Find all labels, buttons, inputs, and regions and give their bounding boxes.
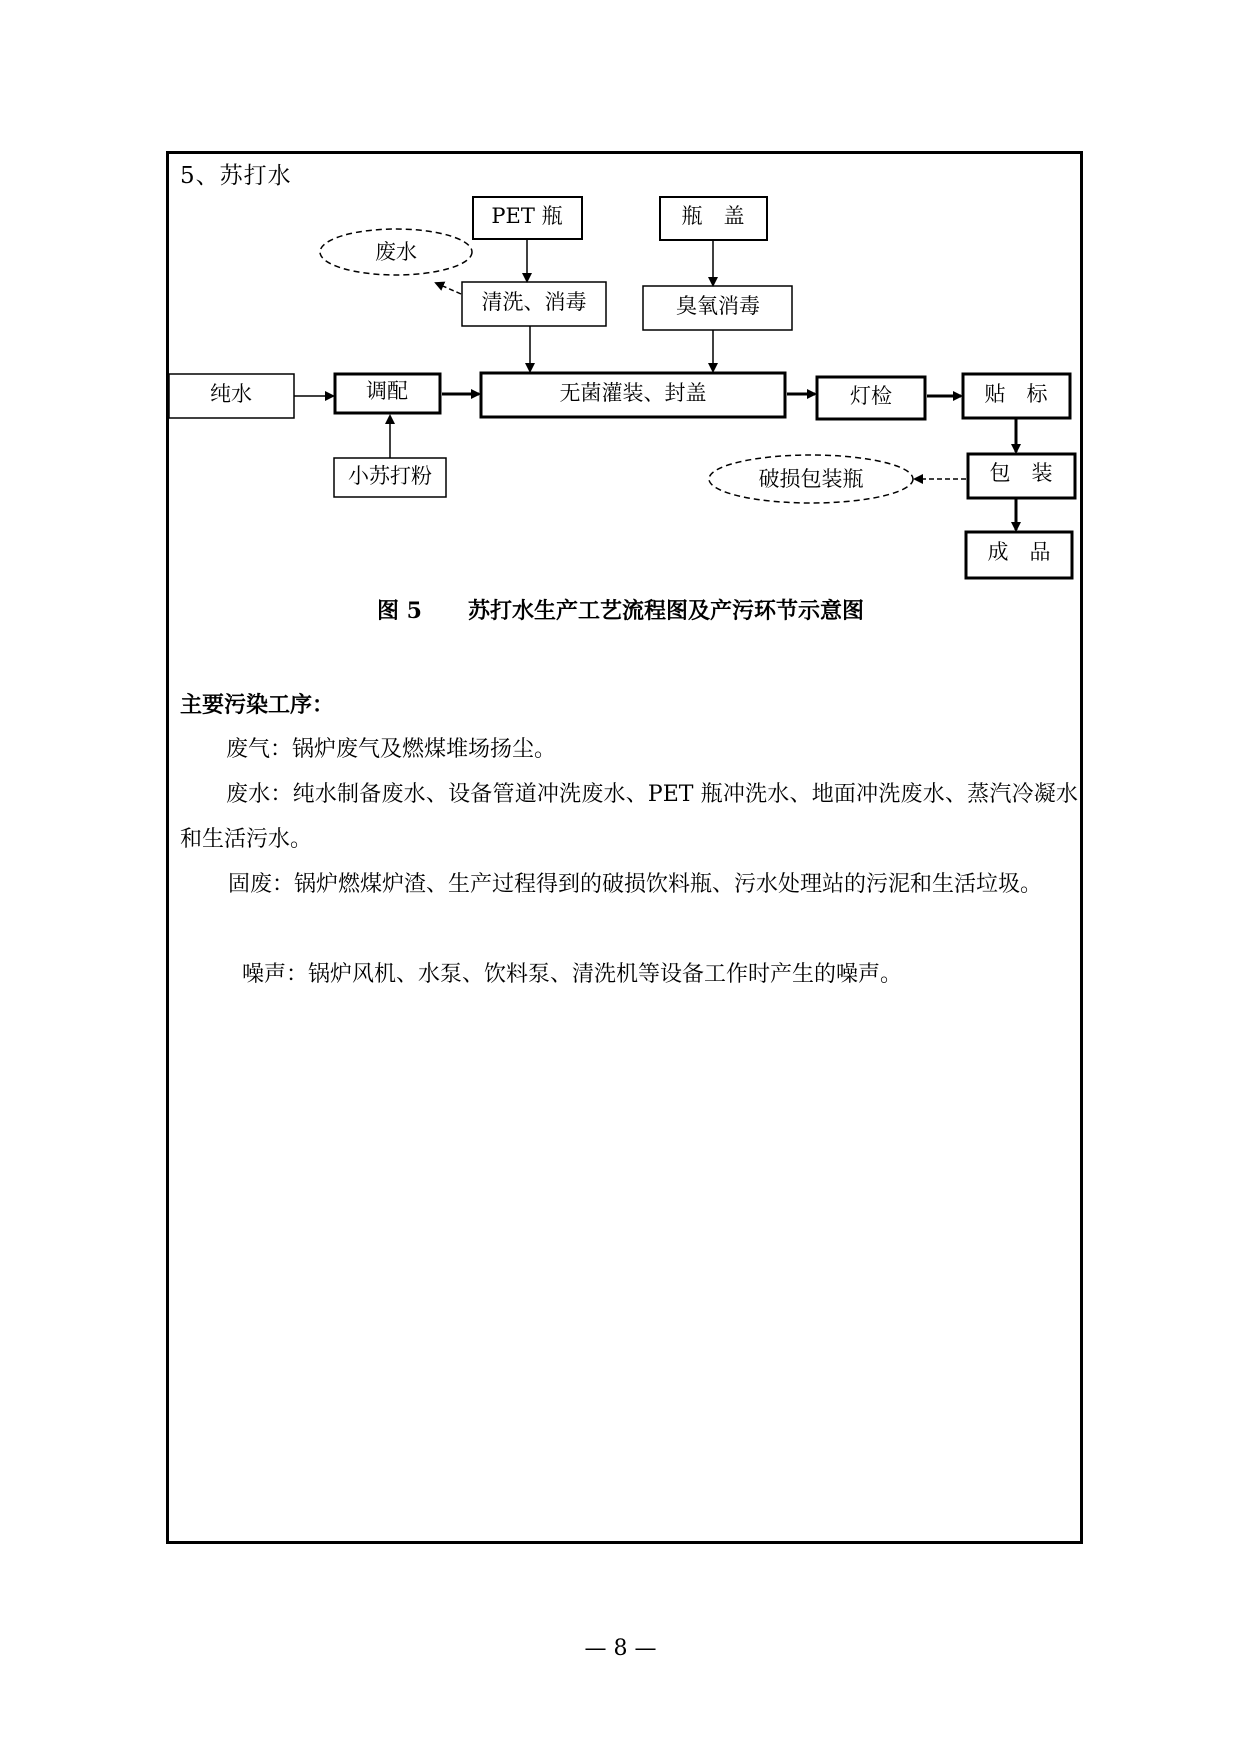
node-light-inspect xyxy=(817,377,925,419)
node-labeling-label: 贴 标 xyxy=(984,382,1048,406)
node-aseptic-fill xyxy=(481,373,785,417)
node-pet-bottle xyxy=(473,197,582,239)
wastewater-paragraph: 废水：纯水制备废水、设备管道冲洗废水、PET 瓶冲洗水、地面冲洗废水、蒸汽冷凝水和生活污水。 xyxy=(180,782,1078,852)
node-finished-label: 成 品 xyxy=(987,540,1051,564)
node-ozone-disinfect-label: 臭氧消毒 xyxy=(676,294,760,318)
node-ozone-disinfect xyxy=(643,286,792,330)
node-waste-water xyxy=(320,229,472,275)
node-baking-soda-label: 小苏打粉 xyxy=(348,464,432,488)
section-title: 5、苏打水 xyxy=(180,163,292,189)
node-wash-disinfect xyxy=(462,282,606,326)
noise-paragraph: 噪声：锅炉风机、水泵、饮料泵、清洗机等设备工作时产生的噪声。 xyxy=(242,962,903,987)
node-damaged-bottles xyxy=(709,455,913,503)
page-number: — 8 — xyxy=(584,1636,657,1661)
process-flow-diagram xyxy=(0,0,1241,600)
node-blending xyxy=(335,374,440,413)
node-aseptic-fill-label: 无菌灌装、封盖 xyxy=(559,381,707,405)
node-bottle-cap xyxy=(660,197,767,240)
node-blending-label: 调配 xyxy=(366,379,408,403)
exhaust-paragraph: 废气：锅炉废气及燃煤堆场扬尘。 xyxy=(226,737,557,762)
node-baking-soda xyxy=(334,458,446,497)
node-wash-disinfect-label: 清洗、消毒 xyxy=(481,290,587,314)
node-pure-water-label: 纯水 xyxy=(210,382,252,406)
node-damaged-bottles-label: 破损包装瓶 xyxy=(758,467,864,491)
figure-number: 图 5 xyxy=(377,598,422,624)
node-pet-bottle-label: PET 瓶 xyxy=(491,204,563,228)
node-finished xyxy=(966,532,1072,578)
node-light-inspect-label: 灯检 xyxy=(850,384,892,408)
figure-caption xyxy=(0,594,1241,625)
pollution-heading: 主要污染工序： xyxy=(180,692,335,718)
node-packing-label: 包 装 xyxy=(989,461,1053,485)
node-waste-water-label: 废水 xyxy=(375,240,417,264)
node-pure-water xyxy=(169,374,294,418)
solid-waste-paragraph: 固废：锅炉燃煤炉渣、生产过程得到的破损饮料瓶、污水处理站的污泥和生活垃圾。 xyxy=(228,872,1043,897)
node-labeling xyxy=(963,374,1070,418)
figure-title: 苏打水生产工艺流程图及产污环节示意图 xyxy=(467,598,864,624)
arrow-wash-to-wastewater xyxy=(436,283,461,294)
node-packing xyxy=(968,454,1075,498)
node-bottle-cap-label: 瓶 盖 xyxy=(681,204,745,228)
